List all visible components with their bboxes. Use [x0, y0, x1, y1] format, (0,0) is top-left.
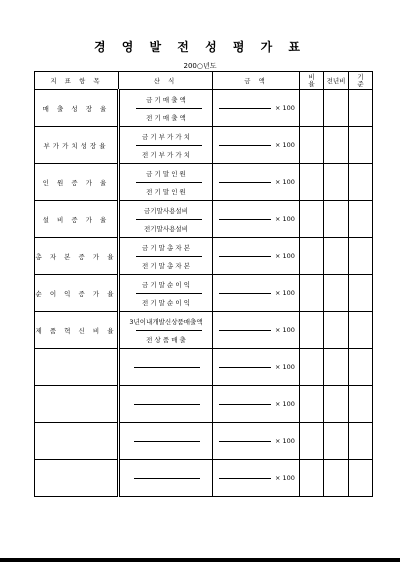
standard-cell[interactable] — [349, 386, 373, 423]
formula-cell — [119, 460, 213, 497]
indicator-cell: 순 이 익 증 가 율 — [35, 275, 119, 312]
standard-cell[interactable] — [349, 423, 373, 460]
numerator-text: 금 기 말 총 자 본 — [141, 243, 190, 252]
multiplier-text: × 100 — [275, 104, 295, 112]
ratio-cell[interactable] — [300, 275, 324, 312]
header-row — [35, 72, 373, 90]
standard-cell[interactable] — [349, 238, 373, 275]
indicator-cell — [35, 349, 119, 386]
standard-cell[interactable] — [349, 90, 373, 127]
header-amount: 금 액 — [213, 72, 300, 90]
indicator-cell: 매 출 성 장 율 — [35, 90, 119, 127]
indicator-cell — [35, 460, 119, 497]
formula-cell — [119, 386, 213, 423]
evaluation-table — [34, 71, 373, 497]
ratio-cell[interactable] — [300, 238, 324, 275]
amount-cell[interactable] — [213, 90, 300, 127]
page-title: 경 영 발 전 성 평 가 표 — [94, 40, 306, 54]
prev-year-cell[interactable] — [324, 349, 349, 386]
header-standard — [349, 72, 373, 90]
amount-cell[interactable] — [213, 275, 300, 312]
multiplier-text: × 100 — [275, 178, 295, 186]
numerator-text: 금 기 부 가 가 치 — [141, 132, 190, 141]
table-row — [35, 127, 373, 164]
amount-cell[interactable] — [213, 164, 300, 201]
numerator-text: 금기말사용설비 — [144, 206, 188, 215]
formula-cell — [119, 275, 213, 312]
amount-line — [219, 441, 271, 442]
amount-line — [219, 367, 271, 368]
formula-cell — [119, 127, 213, 164]
header-indicator: 지 표 항 목 — [35, 72, 119, 90]
standard-cell[interactable] — [349, 127, 373, 164]
amount-line — [219, 108, 271, 109]
amount-cell[interactable] — [213, 386, 300, 423]
denominator-text: 전 기 말 총 자 본 — [141, 261, 190, 270]
ratio-cell[interactable] — [300, 386, 324, 423]
blank-formula-line — [134, 404, 200, 405]
indicator-cell — [35, 386, 119, 423]
amount-line — [219, 404, 271, 405]
indicator-cell: 부가가치성장율 — [35, 127, 119, 164]
amount-cell[interactable] — [213, 312, 300, 349]
amount-cell[interactable] — [213, 349, 300, 386]
year-label: 200○년도 — [183, 62, 217, 70]
ratio-cell[interactable] — [300, 460, 324, 497]
numerator-text: 금 기 매 출 액 — [146, 95, 186, 104]
ratio-cell[interactable] — [300, 164, 324, 201]
table-row — [35, 201, 373, 238]
multiplier-text: × 100 — [275, 363, 295, 371]
multiplier-text: × 100 — [275, 215, 295, 223]
table-row — [35, 423, 373, 460]
standard-cell[interactable] — [349, 275, 373, 312]
amount-line — [219, 145, 271, 146]
indicator-cell — [35, 423, 119, 460]
table-row — [35, 238, 373, 275]
amount-cell[interactable] — [213, 423, 300, 460]
amount-cell[interactable] — [213, 127, 300, 164]
amount-cell[interactable] — [213, 238, 300, 275]
ratio-cell[interactable] — [300, 90, 324, 127]
blank-formula-line — [134, 367, 200, 368]
formula-cell — [119, 164, 213, 201]
standard-cell[interactable] — [349, 349, 373, 386]
multiplier-text: × 100 — [275, 289, 295, 297]
table-row — [35, 312, 373, 349]
ratio-cell[interactable] — [300, 127, 324, 164]
multiplier-text: × 100 — [275, 400, 295, 408]
bottom-rule — [0, 558, 400, 562]
denominator-text: 전 기 말 순 이 익 — [141, 298, 190, 307]
table-row — [35, 349, 373, 386]
header-standard-text: 기 준 — [357, 72, 364, 88]
prev-year-cell[interactable] — [324, 460, 349, 497]
amount-line — [219, 330, 271, 331]
formula-cell — [119, 201, 213, 238]
numerator-text: 3년이내개발신상품매출액 — [129, 317, 203, 326]
multiplier-text: × 100 — [275, 141, 295, 149]
indicator-cell: 인 원 증 가 율 — [35, 164, 119, 201]
formula-cell — [119, 90, 213, 127]
ratio-cell[interactable] — [300, 349, 324, 386]
amount-cell[interactable] — [213, 460, 300, 497]
amount-cell[interactable] — [213, 201, 300, 238]
table-row — [35, 164, 373, 201]
table-row — [35, 275, 373, 312]
amount-line — [219, 478, 271, 479]
standard-cell[interactable] — [349, 460, 373, 497]
denominator-text: 전 기 매 출 액 — [146, 113, 186, 122]
table-row — [35, 90, 373, 127]
indicator-cell: 총 자 본 증 가 율 — [35, 238, 119, 275]
prev-year-cell[interactable] — [324, 423, 349, 460]
header-ratio-text: 비 율 — [308, 72, 315, 88]
prev-year-cell[interactable] — [324, 127, 349, 164]
standard-cell[interactable] — [349, 312, 373, 349]
denominator-text: 전 상 품 매 출 — [146, 335, 186, 344]
header-formula: 산 식 — [119, 72, 213, 90]
header-ratio — [300, 72, 324, 90]
amount-line — [219, 293, 271, 294]
prev-year-cell[interactable] — [324, 238, 349, 275]
formula-cell — [119, 312, 213, 349]
denominator-text: 전 기 부 가 가 치 — [141, 150, 190, 159]
standard-cell[interactable] — [349, 201, 373, 238]
prev-year-cell[interactable] — [324, 201, 349, 238]
indicator-cell: 설 비 증 가 율 — [35, 201, 119, 238]
numerator-text: 금 기 말 순 이 익 — [141, 280, 190, 289]
table-row — [35, 386, 373, 423]
numerator-text: 금 기 말 인 원 — [146, 169, 186, 178]
multiplier-text: × 100 — [275, 326, 295, 334]
ratio-cell[interactable] — [300, 201, 324, 238]
multiplier-text: × 100 — [275, 437, 295, 445]
header-prev: 전년비 — [324, 72, 349, 90]
blank-formula-line — [134, 478, 200, 479]
multiplier-text: × 100 — [275, 252, 295, 260]
blank-formula-line — [134, 441, 200, 442]
prev-year-cell[interactable] — [324, 90, 349, 127]
denominator-text: 전기말사용설비 — [144, 224, 188, 233]
amount-line — [219, 182, 271, 183]
prev-year-cell[interactable] — [324, 275, 349, 312]
amount-line — [219, 256, 271, 257]
standard-cell[interactable] — [349, 164, 373, 201]
table-row — [35, 460, 373, 497]
indicator-cell: 제 품 혁 신 비 율 — [35, 312, 119, 349]
prev-year-cell[interactable] — [324, 386, 349, 423]
formula-cell — [119, 423, 213, 460]
denominator-text: 전 기 말 인 원 — [146, 187, 186, 196]
prev-year-cell[interactable] — [324, 164, 349, 201]
amount-line — [219, 219, 271, 220]
formula-cell — [119, 349, 213, 386]
formula-cell — [119, 238, 213, 275]
ratio-cell[interactable] — [300, 423, 324, 460]
multiplier-text: × 100 — [275, 474, 295, 482]
ratio-cell[interactable] — [300, 312, 324, 349]
prev-year-cell[interactable] — [324, 312, 349, 349]
